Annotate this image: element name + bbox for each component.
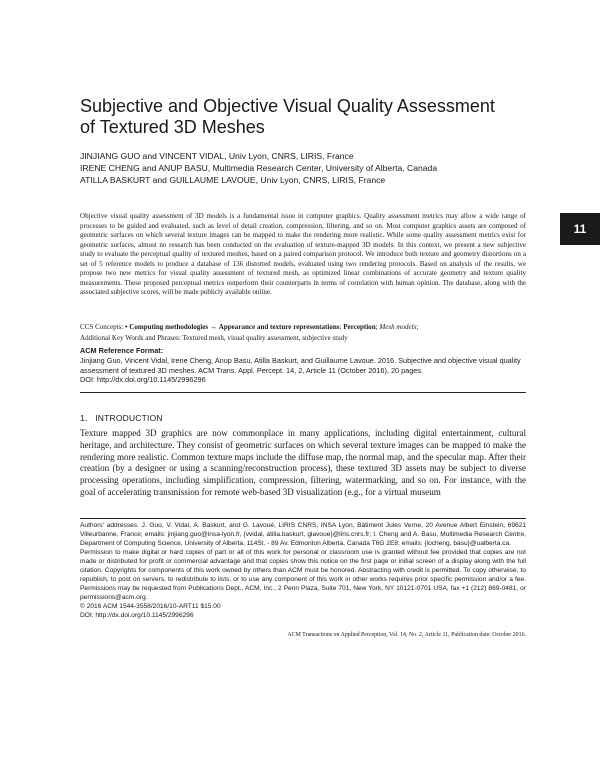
ccs-term: Computing methodologies (129, 323, 209, 331)
section-divider (80, 392, 526, 393)
paper-title (80, 96, 520, 138)
section-number: 1 (80, 413, 85, 423)
acm-reference-heading: ACM Reference Format: (80, 346, 164, 355)
additional-keywords: Additional Key Words and Phrases: Textured mesh, visual quality assessment, subjective study (80, 334, 348, 342)
ccs-separator: ; (339, 323, 342, 331)
acm-reference-doi[interactable]: DOI: http://dx.doi.org/10.1145/2996296 (80, 375, 206, 385)
acm-reference-text: Jinjiang Guo, Vincent Vidal, Irene Cheng, Anup Basu, Atilla Baskurt, and Guillaume Lavoue. 2016. Subjective and objective visual quality assessment of textured 3D meshes. ACM Trans. Appl. Percept. 14, 2, Article 11 (October 2016), 20 pages. (80, 356, 521, 375)
introduction-paragraph: Texture mapped 3D graphics are now commonplace in many applications, including digital entertainment, cultural heritage, and architecture. They consist of geometric surfaces on which several texture images can be mapped to make the rendering more realistic. Common texture maps include the diffuse map, the normal map, and the specular map. After their creation (by a designer or using a scanning/reconstruction process), these textured 3D assets may be subject to diverse processing operations, including simplification, compression, filtering, watermarking, and so on. For instance, with the goal of accelerating transmission for remote web-based 3D visualization (e.g., for a virtual museum (80, 428, 526, 497)
permission-notice: Permission to make digital or hard copies of part or all of this work for personal or classroom use is granted without fee provided that copies are not made or distributed for profit or commercial advantage and that copies show this notice on the first page or initial screen of a display along with the full citation. Copyrights for components of this work owned by others than ACM must be honored. Abstracting with credit is permitted. To copy otherwise, to republish, to post on servers, to redistribute to lists, or to use any component of this work in other works requires prior specific permission and/or a fee. Permissions may be requested from Publications Dept., ACM, Inc., 2 Penn Plaza, Suite 701, New York, NY 10121-0701 USA, fax +1 (212) 869-0481, or permissions@acm.org. (80, 549, 526, 601)
footnote-doi[interactable]: DOI: http://dx.doi.org/10.1145/2996296 (80, 612, 194, 619)
ccs-term: Perception (343, 323, 376, 331)
ccs-arrow: → (209, 323, 217, 331)
ccs-term: Appearance and texture representations (218, 323, 340, 331)
footnote-divider (80, 518, 526, 519)
ccs-label: CCS Concepts: (80, 323, 124, 331)
article-number: 11 (573, 222, 587, 236)
author-addresses: Authors' addresses: J. Guo, V. Vidal, A. Baskurt, and G. Lavoué, LIRIS CNRS, INSA Lyon, Bâtiment Jules Verne, 20 Avenue Albert Einstein, 69621 Villeurbanne, France; emails: jinjiang.guo@insa-lyon.fr, {vvidal, atilla.baskurt, glavoue}@liris.cnrs.fr; I. Cheng and A. Basu, Multimedia Research Centre, Department of Computing Science, University of Alberta, 114St. - 89 Av. Edmonton Alberta, Canada T6G 2E8; emails: {locheng, basu}@ualberta.ca. (80, 522, 526, 547)
author-line: ATILLA BASKURT and GUILLAUME LAVOUE, Univ Lyon, CNRS, LIRIS, France (80, 175, 386, 185)
author-line: JINJIANG GUO and VINCENT VIDAL, Univ Lyon, CNRS, LIRIS, France (80, 151, 354, 161)
running-footer: ACM Transactions on Applied Perception, Vol. 14, No. 2, Article 11, Publication date: October 2016. (287, 632, 526, 638)
ccs-separator: ; (375, 323, 378, 331)
title-line-2: of Textured 3D Meshes (80, 117, 265, 137)
ccs-separator: ; (416, 323, 419, 331)
abstract: Objective visual quality assessment of 3D models is a fundamental issue in computer graphics. Quality assessment metrics may allow a wide range of processes to be guided and evaluated, such as level of detail creation, compression, filtering, and so on. Most computer graphics assets are composed of geometric surfaces on which several texture images can be mapped to make the rendering more realistic. While some quality assessment metrics exist for geometric surfaces, almost no research has been conducted on the evaluation of texture-mapped 3D models. In this context, we present a new subjective study to evaluate the perceptual quality of textured meshes, based on a paired comparison protocol. We introduce both texture and geometry distortions on a set of 5 reference models to produce a database of 136 distorted models, evaluated using two rendering protocols. Based on analysis of the results, we propose two new metrics for visual quality assessment of textured mesh, as optimized linear combinations of accurate geometry and texture quality measurements. These proposed perceptual metrics outperform their counterparts in terms of correlation with human opinion. The database, along with the associated subjective scores, will be made publicly available online. (80, 212, 526, 297)
ccs-term: Mesh models (379, 323, 417, 331)
author-list (80, 150, 540, 186)
section-title: INTRODUCTION (95, 413, 163, 423)
author-line: IRENE CHENG and ANUP BASU, Multimedia Research Center, University of Alberta, Canada (80, 163, 438, 173)
acm-reference (80, 356, 526, 385)
article-number-tab (560, 213, 600, 245)
ccs-bullet: • (125, 323, 128, 331)
ccs-concepts (80, 323, 540, 333)
title-line-1: Subjective and Objective Visual Quality Assessment (80, 96, 495, 116)
footnotes (80, 521, 526, 620)
copyright-line: © 2016 ACM 1544-3558/2016/10-ART11 $15.00 (80, 603, 221, 610)
section-heading: 1. INTRODUCTION (80, 413, 163, 423)
